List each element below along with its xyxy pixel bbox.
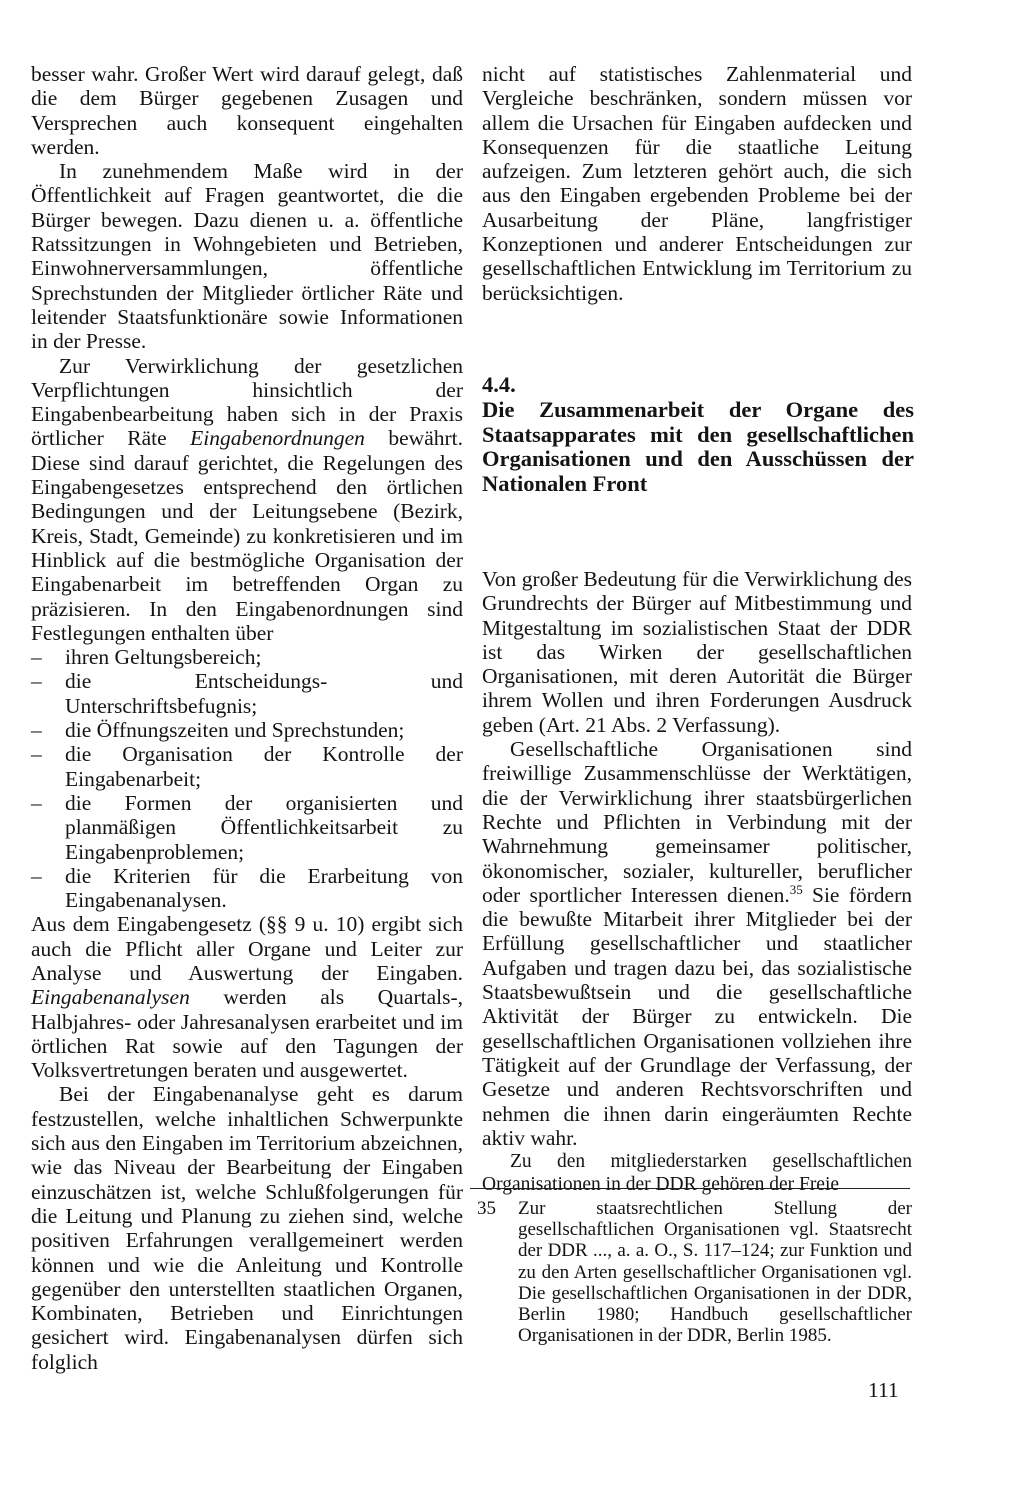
paragraph: Zur Verwirklichung der gesetzlichen Verpflichtungen hinsichtlich der Eingabenbearbeitung haben sich in der Praxis örtlicher Räte Eingabenordnungen bewährt. Diese sind darauf gerichtet, die Regelungen des Eingabengesetzes entsprechend den örtlichen Bedingungen und der Leitungsebene (Bezirk, Kreis, Stadt, Gemeinde) zu konkretisieren und im Hinblick auf die bestmögliche Organisation der Eingabenarbeit im betreffenden Organ zu präzisieren. In den Eingabenordnungen sind Festlegungen enthalten über xyxy=(31,353,464,645)
footnote-divider xyxy=(470,1188,910,1189)
paragraph: Bei der Eingabenanalyse geht es darum festzustellen, welche inhaltlichen Schwerpunkte sich aus den Eingaben im Territorium abzeichnen, wie das Niveau der Bearbeitung der Eingaben einzuschätzen ist, welche Schlußfolgerungen für die Leitung und Planung zu ziehen sind, welche positiven Erfahrungen verallgemeinert werden können und wie die Anleitung und Kontrolle gegenüber den unterstellten staatlichen Organen, Kombinaten, Betrieben und Einrichtungen gesichert wird. Eingabenanalysen dürfen sich folglich xyxy=(31,1082,463,1374)
list-item: – die Öffnungszeiten und Sprechstunden; xyxy=(31,718,463,742)
paragraph: Von großer Bedeutung für die Verwirklichung des Grundrechts der Bürger auf Mitbestimmung und Mitgestaltung im sozialistischen Staat der DDR ist das Wirken der gesellschaftlichen Organisationen, mit deren Autorität die Bürger ihrem Wollen und ihren Forderungen Ausdruck geben (Art. 21 Abs. 2 Verfassung). xyxy=(482,567,912,737)
footnote xyxy=(477,1198,912,1346)
italic-term: Eingabenanalysen xyxy=(31,985,190,1010)
page-number: 111 xyxy=(868,1378,899,1402)
list-item: – ihren Geltungsbereich; xyxy=(31,645,463,669)
footnote-text: Zur staatsrechtlichen Stellung der gesellschaftlichen Organisationen vgl. Staatsrecht der DDR ..., a. a. O., S. 117–124; zur Funktion und zu den Arten gesellschaftlicher Organisationen vgl. Die gesellschaftlichen Organisationen in der DDR, Berlin 1980; Handbuch gesellschaftlicher Organisationen in der DDR, Berlin 1985. xyxy=(518,1198,912,1347)
paragraph: besser wahr. Großer Wert wird darauf gelegt, daß die dem Bürger gegebenen Zusagen und Versprechen auch konsequent eingehalten werden. xyxy=(31,62,463,159)
paragraph: Aus dem Eingabengesetz (§§ 9 u. 10) ergibt sich auch die Pflicht aller Organe und Leiter zur Analyse und Auswertung der Eingaben. Eingabenanalysen werden als Quartals-, Halbjahres- oder Jahresanalysen erarbeitet und im örtlichen Rat sowie auf den Tagungen der Volksvertretungen beraten und ausgewertet. xyxy=(31,912,463,1083)
italic-term: Eingabenordnungen xyxy=(190,426,365,451)
paragraph: nicht auf statistisches Zahlenmaterial und Vergleiche beschränken, sondern müssen vor allem die Ursachen für Eingaben aufdecken und Konsequenzen für die staatliche Leitung aufzeigen. Zum letzteren gehört auch, die sich aus den Eingaben ergebenden Probleme bei der Ausarbeitung der Pläne, langfristiger Konzeptionen und anderer Entscheidungen zur gesellschaftlichen Entwicklung im Territorium zu berücksichtigen. xyxy=(482,62,912,305)
list-item: – die Formen der organisierten und planmäßigen Öffentlichkeitsarbeit zu Eingabenproblemen; xyxy=(31,791,463,864)
list-item: – die Entscheidungs- und Unterschriftsbefugnis; xyxy=(31,669,463,718)
paragraph: Zu den mitgliederstarken gesellschaftlichen Organisationen in der DDR gehören der Freie xyxy=(482,1151,912,1196)
right-column-top xyxy=(482,62,912,305)
left-column xyxy=(31,62,463,1374)
paragraph: In zunehmendem Maße wird in der Öffentlichkeit auf Fragen geantwortet, die die Bürger bewegen. Dazu dienen u. a. öffentliche Ratssitzungen in Wohngebieten und Betrieben, Einwohnerversammlungen, öffentliche Sprechstunden der Mitglieder örtlicher Räte und leitender Staatsfunktionäre sowie Informationen in der Presse. xyxy=(31,159,463,354)
section-title: Die Zusammenarbeit der Organe des Staatsapparates mit den gesellschaftlichen Organisationen und den Ausschüssen der Nationalen Front xyxy=(482,397,914,496)
footnote-ref: 35 xyxy=(789,881,803,897)
right-column-body xyxy=(482,567,912,1197)
paragraph: Gesellschaftliche Organisationen sind freiwillige Zusammenschlüsse der Werktätigen, die der Verwirklichung ihrer staatsbürgerlichen Rechte und Pflichten in Verbindung mit der Wahrnehmung gemeinsamer politischer, ökonomischer, sozialer, kultureller, beruflicher oder sportlicher Interessen dienen.$^{35}$ Sie fördern die bewußte Mitarbeit ihrer Mitglieder bei der Erfüllung gesellschaftlicher und staatlicher Aufgaben und tragen dazu bei, das sozialistische Staatsbewußtsein und die gesellschaftliche Aktivität der Bürger zu entwickeln. Die gesellschaftlichen Organisationen vollziehen ihre Tätigkeit auf der Grundlage der Verfassung, der Gesetze und anderen Rechtsvorschriften und nehmen die ihnen darin eingeräumten Rechte aktiv wahr. xyxy=(482,737,913,1150)
footnote-number: 35 xyxy=(477,1198,496,1219)
list-item: – die Organisation der Kontrolle der Eingabenarbeit; xyxy=(31,742,463,791)
dash-list xyxy=(31,645,463,912)
section-number: 4.4. xyxy=(482,372,516,397)
list-item: – die Kriterien für die Erarbeitung von Eingabenanalysen. xyxy=(31,864,463,913)
